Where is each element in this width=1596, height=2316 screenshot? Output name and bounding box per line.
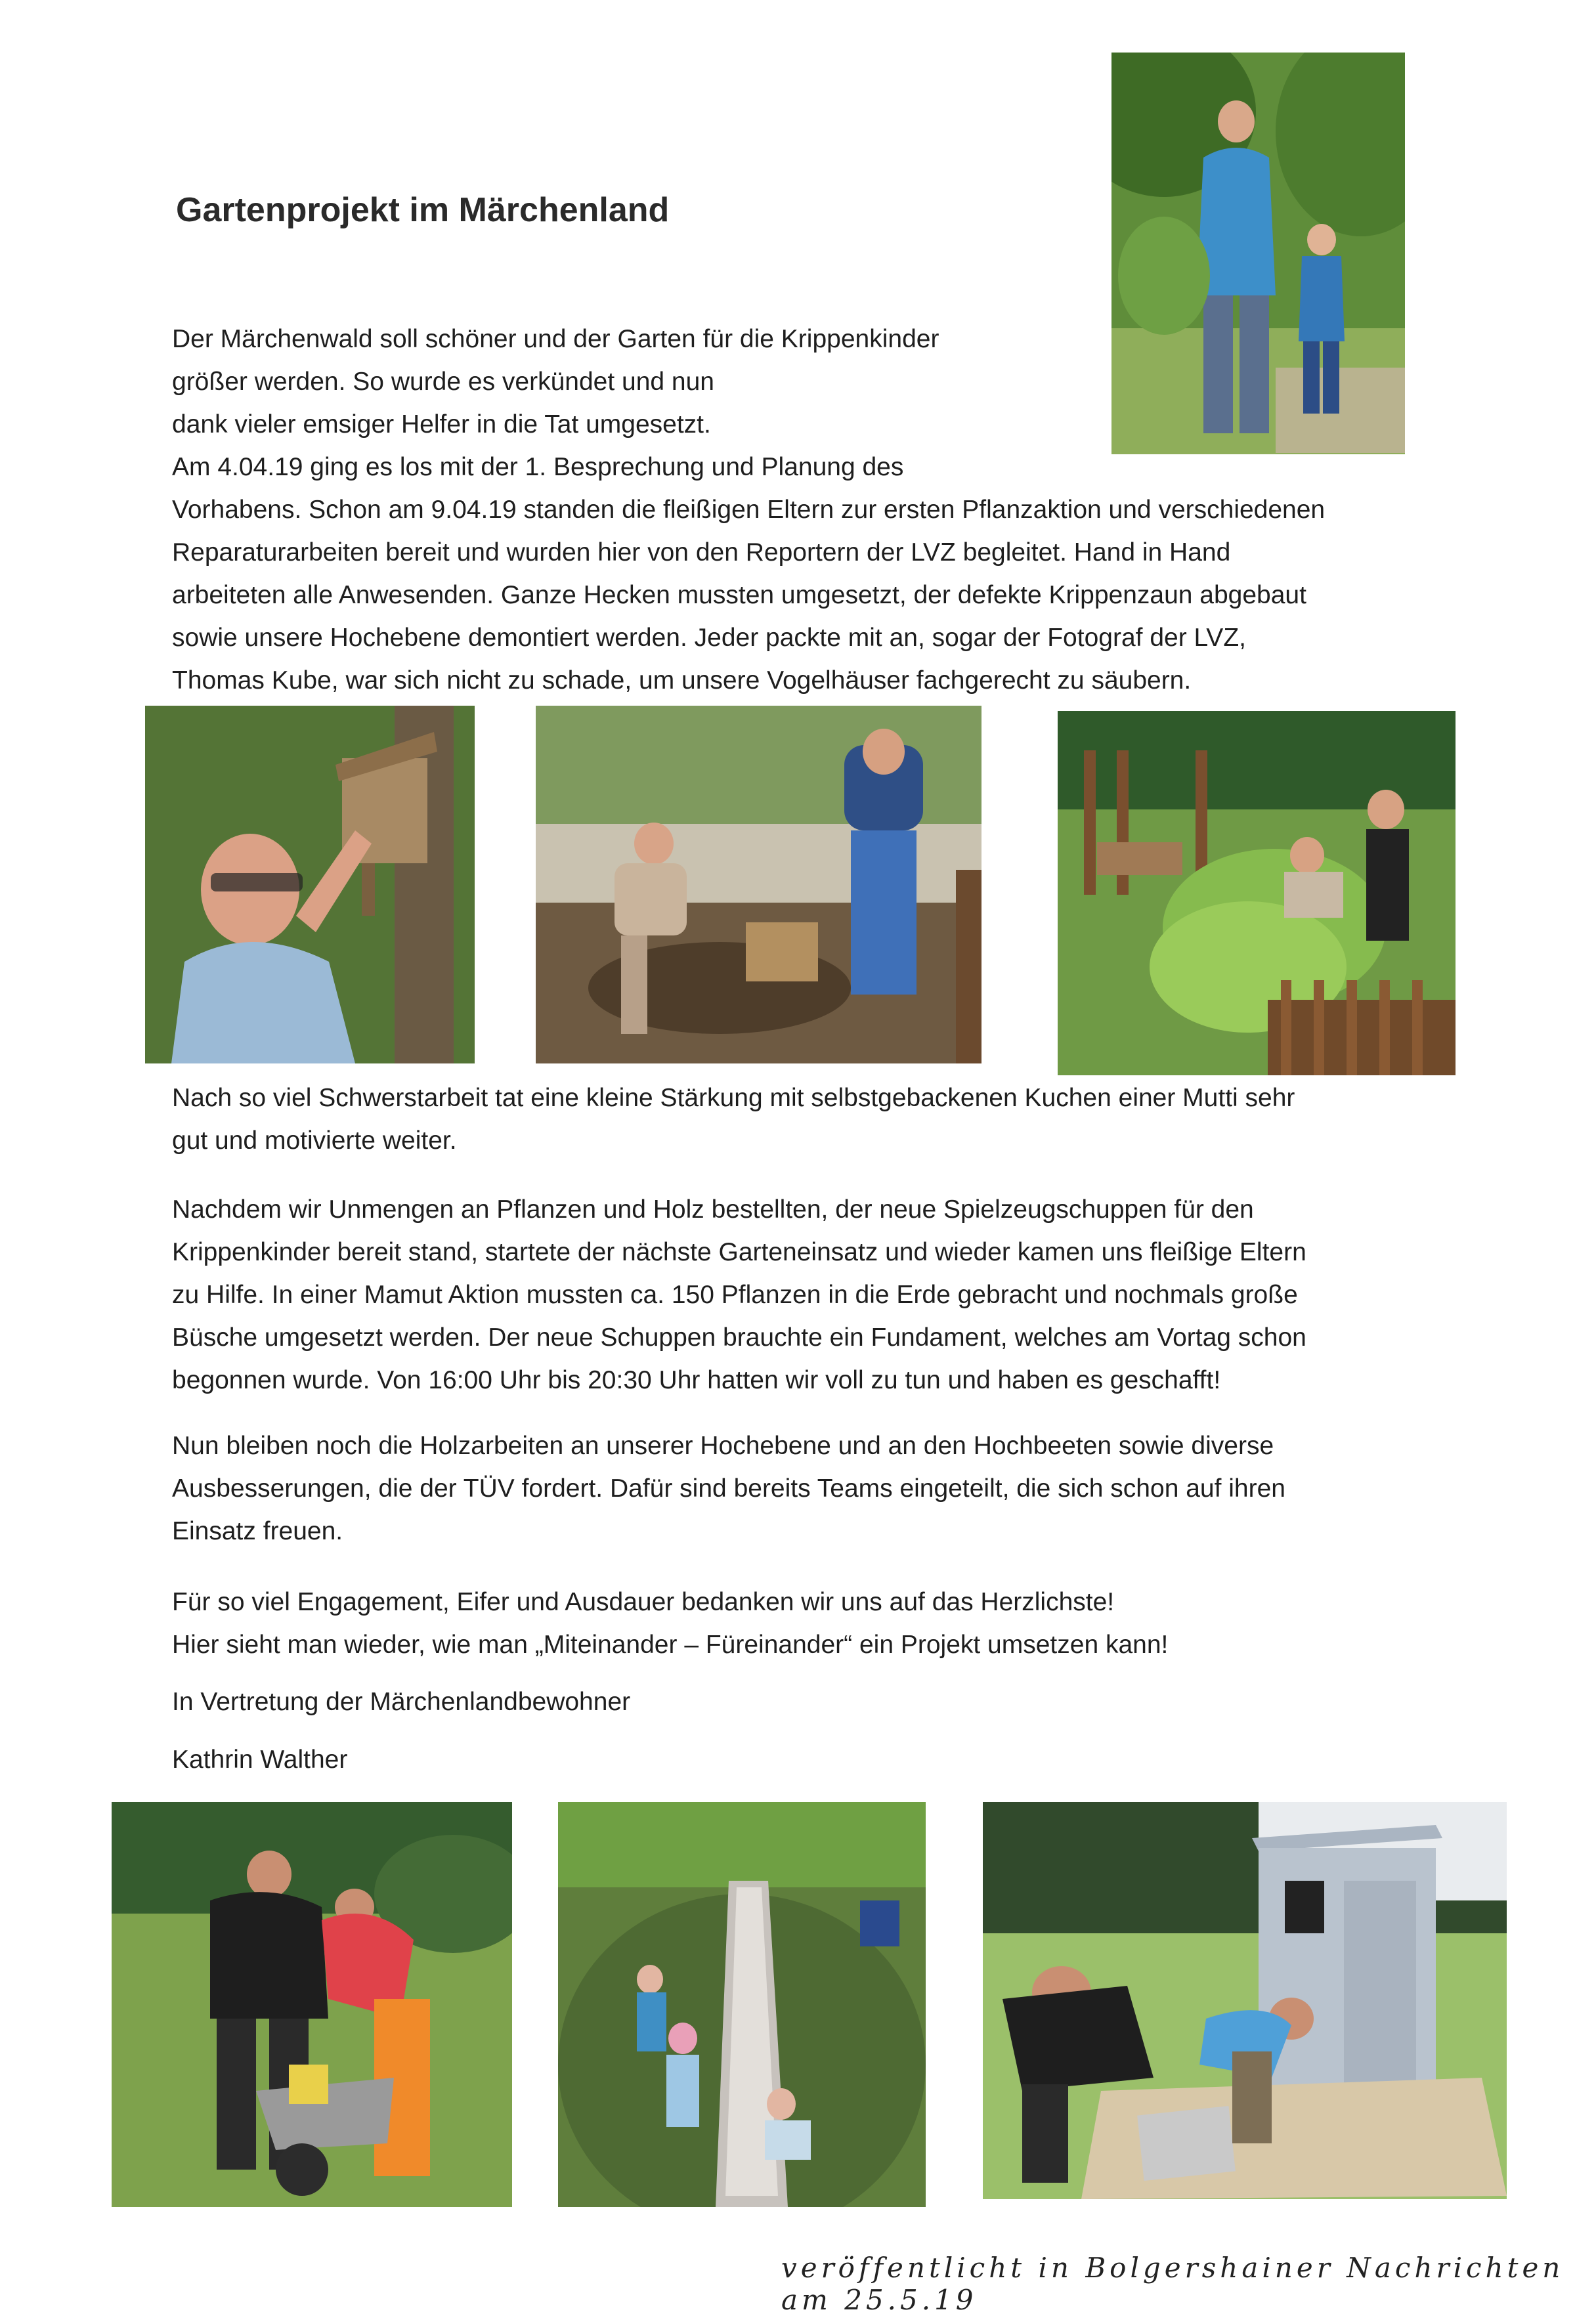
text-line: Nachdem wir Unmengen an Pflanzen und Holz bestellten, der neue Spielzeugschuppen für den <box>172 1195 1254 1224</box>
text-line: zu Hilfe. In einer Mamut Aktion mussten ca. 150 Pflanzen in die Erde gebracht und nochmals große <box>172 1281 1298 1309</box>
photo-hedge-replanting <box>1058 711 1456 1075</box>
text-line: gut und motivierte weiter. <box>172 1126 457 1155</box>
text-line: begonnen wurde. Von 16:00 Uhr bis 20:30 Uhr hatten wir voll zu tun und haben es geschafft! <box>172 1366 1221 1394</box>
text-line: Der Märchenwald soll schöner und der Garten für die Krippenkinder <box>172 325 939 353</box>
text-line: größer werden. So wurde es verkündet und nun <box>172 368 714 396</box>
photo-slide-children <box>558 1802 926 2207</box>
author-name: Kathrin Walther <box>172 1746 348 1774</box>
text-line: Vorhabens. Schon am 9.04.19 standen die fleißigen Eltern zur ersten Pflanzaktion und verschiedenen <box>172 496 1326 524</box>
handwritten-publication-note: veröffentlicht in Bolgershainer Nachrichten am 25.5.19 <box>781 2252 1564 2316</box>
second-action-paragraph <box>172 1188 1306 1402</box>
text-line: Reparaturarbeiten bereit und wurden hier von den Reportern der LVZ begleitet. Hand in Hand <box>172 538 1231 567</box>
text-line: Krippenkinder bereit stand, startete der nächste Garteneinsatz und wieder kamen uns fleißige Eltern <box>172 1238 1306 1266</box>
text-line: sowie unsere Hochebene demontiert werden. Jeder packte mit an, sogar der Fotograf der LVZ, <box>172 624 1246 652</box>
photo-father-child <box>1111 53 1405 454</box>
photo-digging-parents <box>536 706 981 1063</box>
cake-paragraph <box>172 1077 1295 1162</box>
text-line: dank vieler emsiger Helfer in die Tat umgesetzt. <box>172 410 711 439</box>
text-line: Ausbesserungen, die der TÜV fordert. Dafür sind bereits Teams eingeteilt, die sich schon auf ihren <box>172 1474 1285 1503</box>
thanks-paragraph <box>172 1581 1168 1666</box>
photo-birdhouse-photographer <box>145 706 475 1063</box>
text-line: Nun bleiben noch die Holzarbeiten an unserer Hochebene und an den Hochbeeten sowie diverse <box>172 1432 1274 1460</box>
photo-wheelbarrow <box>112 1802 512 2207</box>
remaining-work-paragraph <box>172 1425 1285 1553</box>
signoff-line: In Vertretung der Märchenlandbewohner <box>172 1688 631 1716</box>
article-title: Gartenprojekt im Märchenland <box>176 191 670 229</box>
text-line: Thomas Kube, war sich nicht zu schade, um unsere Vogelhäuser fachgerecht zu säubern. <box>172 666 1192 695</box>
text-line: Am 4.04.19 ging es los mit der 1. Besprechung und Planung des <box>172 453 904 481</box>
text-line: Hier sieht man wieder, wie man „Miteinander – Füreinander“ ein Projekt umsetzen kann! <box>172 1631 1169 1659</box>
text-line: Nach so viel Schwerstarbeit tat eine kleine Stärkung mit selbstgebackenen Kuchen einer Mutti sehr <box>172 1084 1295 1112</box>
text-line: Für so viel Engagement, Eifer und Ausdauer bedanken wir uns auf das Herzlichste! <box>172 1588 1115 1616</box>
photo-shed-foundation <box>983 1802 1507 2199</box>
text-line: Büsche umgesetzt werden. Der neue Schuppen brauchte ein Fundament, welches am Vortag schon <box>172 1323 1306 1352</box>
text-line: Einsatz freuen. <box>172 1517 343 1545</box>
text-line: arbeiteten alle Anwesenden. Ganze Hecken mussten umgesetzt, der defekte Krippenzaun abgebaut <box>172 581 1306 609</box>
